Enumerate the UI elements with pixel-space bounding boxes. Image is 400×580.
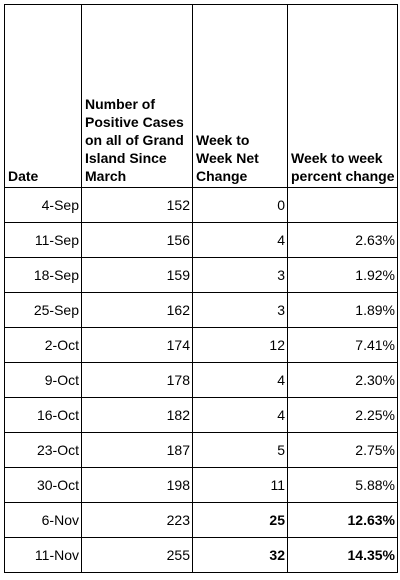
- cell-date[interactable]: 6-Nov: [5, 503, 82, 538]
- cell-date[interactable]: 25-Sep: [5, 293, 82, 328]
- table-row: [5, 538, 398, 573]
- cell-net-change[interactable]: 0: [193, 188, 288, 223]
- table-row: [5, 328, 398, 363]
- header-percent-change[interactable]: Week to week percent change: [288, 5, 398, 188]
- cell-net-change[interactable]: 4: [193, 398, 288, 433]
- cell-net-change[interactable]: 4: [193, 223, 288, 258]
- cell-percent-change[interactable]: 1.89%: [288, 293, 398, 328]
- header-row: [5, 5, 398, 188]
- cell-net-change[interactable]: 4: [193, 363, 288, 398]
- cell-date[interactable]: 2-Oct: [5, 328, 82, 363]
- cell-date[interactable]: 30-Oct: [5, 468, 82, 503]
- cell-cases[interactable]: 156: [82, 223, 193, 258]
- cell-net-change[interactable]: 32: [193, 538, 288, 573]
- cell-percent-change[interactable]: 2.63%: [288, 223, 398, 258]
- table-row: [5, 363, 398, 398]
- table-row: [5, 223, 398, 258]
- table-row: [5, 433, 398, 468]
- cell-percent-change[interactable]: 2.25%: [288, 398, 398, 433]
- cell-cases[interactable]: 182: [82, 398, 193, 433]
- header-net-change[interactable]: Week to Week Net Change: [193, 5, 288, 188]
- cell-date[interactable]: 16-Oct: [5, 398, 82, 433]
- table-row: [5, 188, 398, 223]
- table-row: [5, 503, 398, 538]
- cell-percent-change[interactable]: 1.92%: [288, 258, 398, 293]
- cell-percent-change[interactable]: 2.75%: [288, 433, 398, 468]
- cell-percent-change[interactable]: 5.88%: [288, 468, 398, 503]
- cell-net-change[interactable]: 12: [193, 328, 288, 363]
- cell-percent-change[interactable]: 12.63%: [288, 503, 398, 538]
- cell-percent-change[interactable]: [288, 188, 398, 223]
- header-cases[interactable]: Number of Positive Cases on all of Grand Island Since March: [82, 5, 193, 188]
- cell-cases[interactable]: 223: [82, 503, 193, 538]
- cell-cases[interactable]: 162: [82, 293, 193, 328]
- cell-net-change[interactable]: 3: [193, 258, 288, 293]
- table-row: [5, 468, 398, 503]
- cell-cases[interactable]: 174: [82, 328, 193, 363]
- cell-date[interactable]: 11-Nov: [5, 538, 82, 573]
- cell-cases[interactable]: 255: [82, 538, 193, 573]
- table-row: [5, 398, 398, 433]
- cell-date[interactable]: 23-Oct: [5, 433, 82, 468]
- cell-net-change[interactable]: 3: [193, 293, 288, 328]
- cell-cases[interactable]: 159: [82, 258, 193, 293]
- cell-net-change[interactable]: 5: [193, 433, 288, 468]
- cell-date[interactable]: 9-Oct: [5, 363, 82, 398]
- cell-percent-change[interactable]: 2.30%: [288, 363, 398, 398]
- table-row: [5, 258, 398, 293]
- cell-cases[interactable]: 198: [82, 468, 193, 503]
- cell-percent-change[interactable]: 14.35%: [288, 538, 398, 573]
- cases-table: [4, 4, 398, 573]
- cell-net-change[interactable]: 11: [193, 468, 288, 503]
- cell-percent-change[interactable]: 7.41%: [288, 328, 398, 363]
- spreadsheet: [4, 4, 397, 577]
- cell-date[interactable]: 18-Sep: [5, 258, 82, 293]
- table-row: [5, 293, 398, 328]
- cell-net-change[interactable]: 25: [193, 503, 288, 538]
- cell-cases[interactable]: 152: [82, 188, 193, 223]
- cell-cases[interactable]: 178: [82, 363, 193, 398]
- header-date[interactable]: Date: [5, 5, 82, 188]
- cell-cases[interactable]: 187: [82, 433, 193, 468]
- cell-date[interactable]: 11-Sep: [5, 223, 82, 258]
- cell-date[interactable]: 4-Sep: [5, 188, 82, 223]
